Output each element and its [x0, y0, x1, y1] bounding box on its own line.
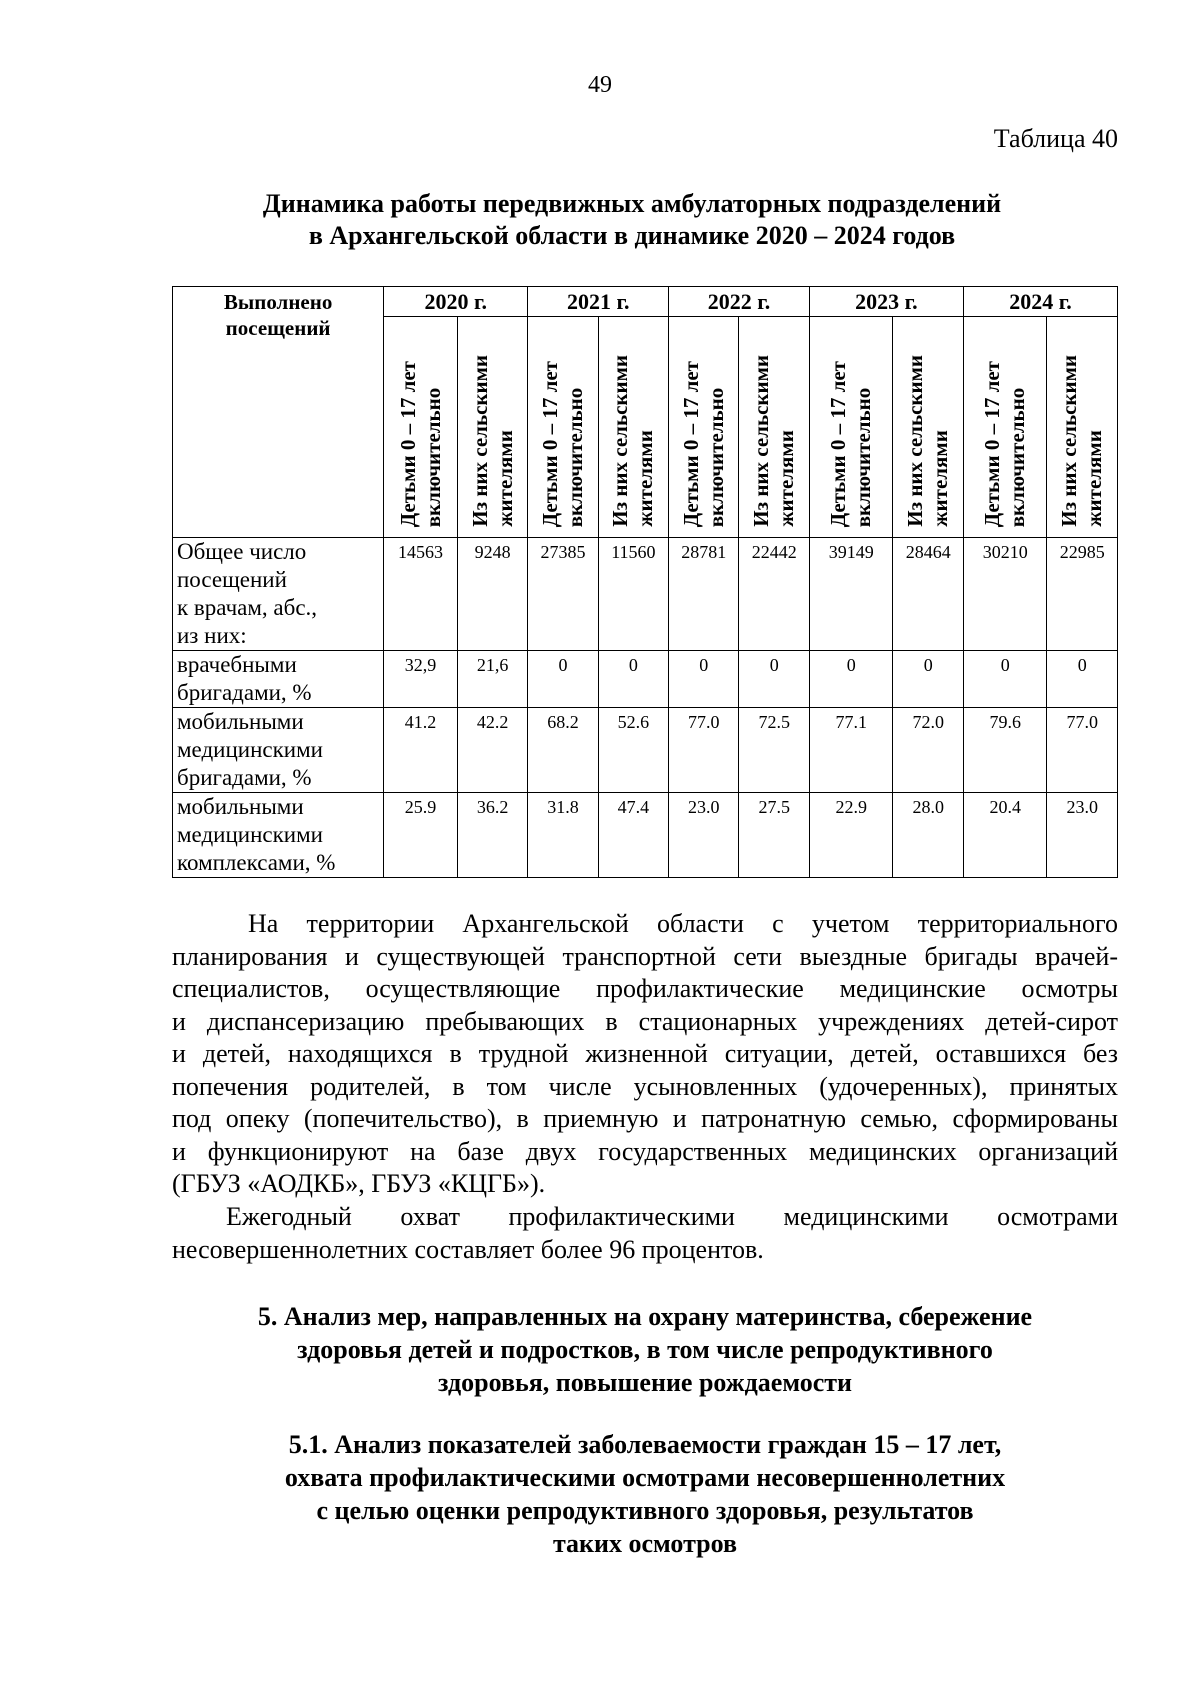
table-row — [173, 651, 1118, 708]
value-cell: 68.2 — [528, 708, 598, 793]
value-cell: 0 — [809, 651, 893, 708]
row-label: мобильными медицинскими комплексами, % — [173, 793, 384, 878]
value-cell: 14563 — [384, 538, 458, 651]
heading-line: здоровья детей и подростков, в том числе репродуктивного — [297, 1335, 993, 1364]
value-cell: 41.2 — [384, 708, 458, 793]
paragraph-line: На территории Архангельской области с учетом территориального — [248, 909, 1118, 938]
paragraph-1 — [172, 908, 1118, 1201]
value-cell: 0 — [963, 651, 1047, 708]
value-cell: 22985 — [1047, 538, 1118, 651]
subheader-rural: Из них сельскими жителями — [739, 317, 809, 538]
table-title-line: Динамика работы передвижных амбулаторных подразделений — [262, 189, 1002, 218]
value-cell: 72.0 — [893, 708, 963, 793]
subheader-children: Детьми 0 – 17 лет включительно — [963, 317, 1047, 538]
table-title — [172, 188, 1092, 252]
value-cell: 0 — [598, 651, 668, 708]
visits-table — [172, 286, 1118, 878]
value-cell: 0 — [528, 651, 598, 708]
value-cell: 0 — [893, 651, 963, 708]
row-label: Общее число посещений к врачам, абс., из них: — [173, 538, 384, 651]
subheader-rural: Из них сельскими жителями — [1047, 317, 1118, 538]
value-cell: 77.0 — [669, 708, 739, 793]
subheader-children: Детьми 0 – 17 лет включительно — [384, 317, 458, 538]
heading-line: здоровья, повышение рождаемости — [438, 1368, 852, 1397]
table-header-row — [173, 287, 1118, 317]
paragraph-line: попечения родителей, в том числе усыновленных (удочеренных), принятых — [172, 1071, 1118, 1101]
year-header: 2020 г. — [384, 287, 528, 317]
year-header: 2023 г. — [809, 287, 963, 317]
value-cell: 72.5 — [739, 708, 809, 793]
value-cell: 47.4 — [598, 793, 668, 878]
table-row — [173, 793, 1118, 878]
value-cell: 36.2 — [457, 793, 527, 878]
year-header: 2021 г. — [528, 287, 669, 317]
value-cell: 31.8 — [528, 793, 598, 878]
value-cell: 30210 — [963, 538, 1047, 651]
value-cell: 42.2 — [457, 708, 527, 793]
subheader-children: Детьми 0 – 17 лет включительно — [669, 317, 739, 538]
year-header: 2022 г. — [669, 287, 810, 317]
row-header-line: посещений — [225, 316, 331, 340]
value-cell: 21,6 — [457, 651, 527, 708]
paragraph-line: и детей, находящихся в трудной жизненной ситуации, детей, оставшихся без — [172, 1039, 1118, 1068]
paragraph-2 — [172, 1201, 1118, 1266]
paragraph-line: планирования и существующей транспортной сети выездные бригады врачей- — [172, 941, 1118, 971]
value-cell: 20.4 — [963, 793, 1047, 878]
subheader-children: Детьми 0 – 17 лет включительно — [528, 317, 598, 538]
table-row — [173, 538, 1118, 651]
subheader-rural: Из них сельскими жителями — [893, 317, 963, 538]
heading-line: охвата профилактическими осмотрами несовершеннолетних — [284, 1463, 1006, 1492]
subheader-rural: Из них сельскими жителями — [598, 317, 668, 538]
heading-line: с целью оценки репродуктивного здоровья, результатов — [316, 1496, 974, 1525]
row-header-cell — [173, 287, 384, 538]
value-cell: 28464 — [893, 538, 963, 651]
value-cell: 23.0 — [1047, 793, 1118, 878]
paragraph-line: и функционируют на базе двух государственных медицинских организаций — [172, 1136, 1118, 1166]
value-cell: 11560 — [598, 538, 668, 651]
value-cell: 28.0 — [893, 793, 963, 878]
subheader-children: Детьми 0 – 17 лет включительно — [809, 317, 893, 538]
value-cell: 22442 — [739, 538, 809, 651]
table-row — [173, 708, 1118, 793]
row-label: врачебными бригадами, % — [173, 651, 384, 708]
value-cell: 52.6 — [598, 708, 668, 793]
value-cell: 39149 — [809, 538, 893, 651]
heading-line: 5. Анализ мер, направленных на охрану материнства, сбережение — [257, 1302, 1033, 1331]
heading-line: таких осмотров — [552, 1529, 738, 1558]
value-cell: 22.9 — [809, 793, 893, 878]
heading-line: 5.1. Анализ показателей заболеваемости граждан 15 – 17 лет, — [288, 1430, 1002, 1459]
value-cell: 32,9 — [384, 651, 458, 708]
paragraph-line: (ГБУЗ «АОДКБ», ГБУЗ «КЦГБ»). — [172, 1169, 546, 1198]
row-header-line: Выполнено — [223, 290, 333, 314]
paragraph-line: и диспансеризацию пребывающих в стационарных учреждениях детей-сирот — [172, 1006, 1118, 1036]
section-5-heading — [172, 1300, 1118, 1399]
page-number: 49 — [588, 72, 612, 98]
value-cell: 25.9 — [384, 793, 458, 878]
subheader-rural: Из них сельскими жителями — [457, 317, 527, 538]
value-cell: 77.1 — [809, 708, 893, 793]
value-cell: 0 — [1047, 651, 1118, 708]
paragraph-line: Ежегодный охват профилактическими медицинскими осмотрами — [226, 1202, 1118, 1231]
paragraph-line: специалистов, осуществляющие профилактические медицинские осмотры — [172, 974, 1118, 1003]
value-cell: 23.0 — [669, 793, 739, 878]
value-cell: 27.5 — [739, 793, 809, 878]
value-cell: 77.0 — [1047, 708, 1118, 793]
value-cell: 0 — [669, 651, 739, 708]
paragraph-line: под опеку (попечительство), в приемную и патронатную семью, сформированы — [172, 1104, 1118, 1133]
year-header: 2024 г. — [963, 287, 1117, 317]
table-label: Таблица 40 — [993, 124, 1118, 153]
table-title-line: в Архангельской области в динамике 2020 – 2024 годов — [308, 221, 956, 250]
value-cell: 9248 — [457, 538, 527, 651]
section-5-1-heading — [172, 1428, 1118, 1560]
value-cell: 28781 — [669, 538, 739, 651]
value-cell: 0 — [739, 651, 809, 708]
paragraph-line: несовершеннолетних составляет более 96 процентов. — [172, 1234, 764, 1264]
value-cell: 27385 — [528, 538, 598, 651]
row-label: мобильными медицинскими бригадами, % — [173, 708, 384, 793]
value-cell: 79.6 — [963, 708, 1047, 793]
